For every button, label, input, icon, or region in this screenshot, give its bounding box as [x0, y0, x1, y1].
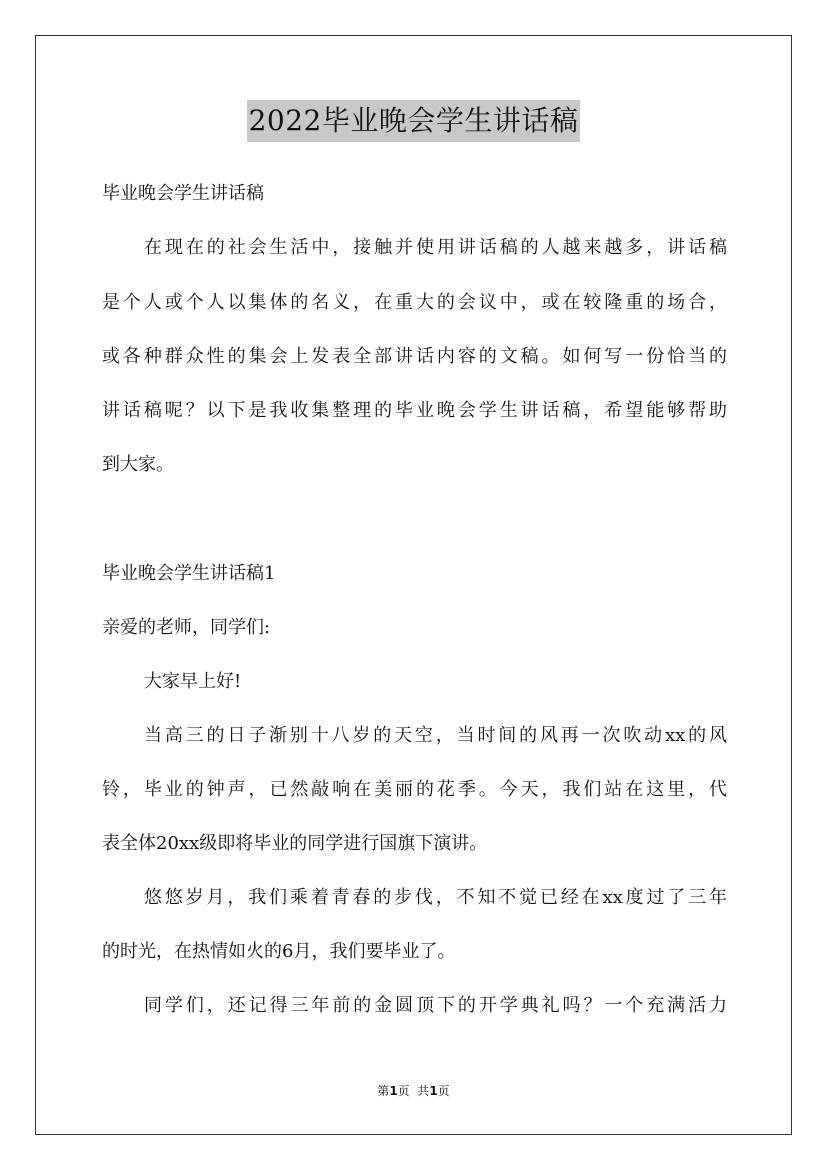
paragraph-line: 讲话稿呢？以下是我收集整理的毕业晚会学生讲话稿，希望能够帮助 [102, 400, 727, 421]
document-title: 2022毕业晚会学生讲话稿 [247, 100, 581, 142]
salutation-line: 亲爱的老师，同学们: [102, 617, 271, 638]
title-container [0, 100, 827, 142]
page-footer [0, 1082, 827, 1100]
paragraph-line: 的时光，在热情如火的6月，我们要毕业了。 [102, 941, 456, 962]
paragraph-line: 悠悠岁月，我们乘着青春的步伐，不知不觉已经在xx度过了三年 [144, 887, 727, 908]
greeting-line: 大家早上好! [144, 671, 242, 692]
page-total-number: 1 [429, 1084, 438, 1098]
paragraph-line: 到大家。 [102, 454, 174, 475]
page-label-mid: 页 共 [397, 1084, 430, 1098]
paragraph-line: 同学们，还记得三年前的金圆顶下的开学典礼吗？一个充满活力 [144, 995, 727, 1016]
page-label-suffix: 页 [437, 1084, 450, 1098]
paragraph-line: 是个人或个人以集体的名义，在重大的会议中，或在较隆重的场合， [102, 292, 727, 313]
page-label-prefix: 第 [377, 1084, 390, 1098]
paragraph-line: 在现在的社会生活中，接触并使用讲话稿的人越来越多，讲话稿 [144, 237, 727, 258]
paragraph-line: 铃，毕业的钟声，已然敲响在美丽的花季。今天，我们站在这里，代 [102, 779, 727, 800]
subtitle-line: 毕业晚会学生讲话稿 [102, 183, 264, 204]
paragraph-line: 表全体20xx级即将毕业的同学进行国旗下演讲。 [102, 833, 488, 854]
section-heading: 毕业晚会学生讲话稿1 [102, 563, 276, 584]
page-current-number: 1 [389, 1084, 398, 1098]
paragraph-line: 当高三的日子渐别十八岁的天空，当时间的风再一次吹动xx的风 [144, 725, 727, 746]
paragraph-line: 或各种群众性的集会上发表全部讲话内容的文稿。如何写一份恰当的 [102, 346, 727, 367]
